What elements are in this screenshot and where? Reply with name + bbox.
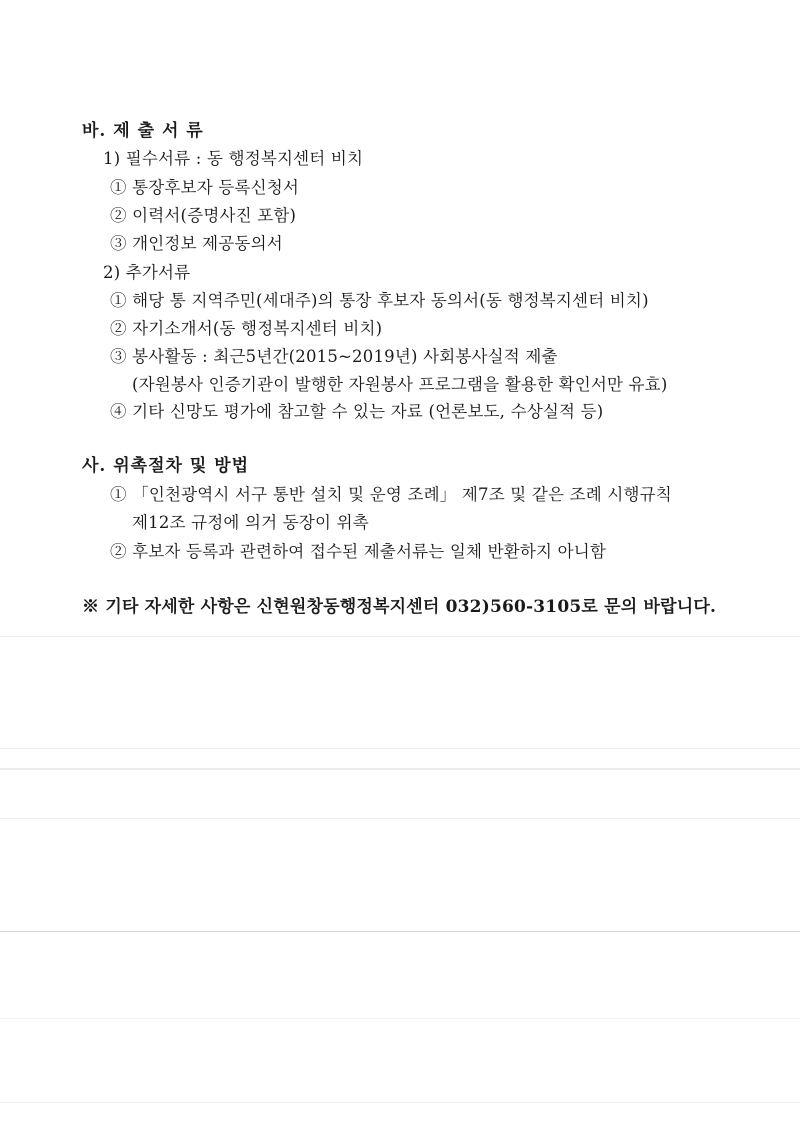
additional-doc-note: (자원봉사 인증기관이 발행한 자원봉사 프로그램을 활용한 확인서만 유효)	[132, 375, 668, 394]
additional-doc-item: ④ 기타 신망도 평가에 참고할 수 있는 자료 (언론보도, 수상실적 등)	[110, 402, 604, 421]
scan-artifact-line	[0, 818, 800, 819]
additional-doc-item: ③ 봉사활동 : 최근5년간(2015~2019년) 사회봉사실적 제출	[110, 347, 558, 366]
procedure-item: ② 후보자 등록과 관련하여 접수된 제출서류는 일체 반환하지 아니함	[110, 542, 607, 561]
section-sa-heading: 사. 위촉절차 및 방법	[82, 456, 250, 476]
procedure-item: ① 「인천광역시 서구 통반 설치 및 운영 조례」 제7조 및 같은 조례 시행규칙	[110, 485, 672, 504]
scan-artifact-line	[0, 748, 800, 749]
contact-notice: ※ 기타 자세한 사항은 신현원창동행정복지센터 032)560-3105로 문의 바랍니다.	[82, 597, 717, 617]
required-doc-item: ② 이력서(증명사진 포함)	[110, 206, 297, 225]
required-docs-title: 1) 필수서류 : 동 행정복지센터 비치	[103, 149, 364, 168]
additional-doc-item: ① 해당 통 지역주민(세대주)의 통장 후보자 동의서(동 행정복지센터 비치)	[110, 291, 649, 310]
scan-artifact-line	[0, 1018, 800, 1019]
scan-artifact-line	[0, 931, 800, 932]
required-doc-item: ① 통장후보자 등록신청서	[110, 178, 299, 197]
required-doc-item: ③ 개인정보 제공동의서	[110, 234, 283, 253]
scan-artifact-line	[0, 1102, 800, 1103]
additional-doc-item: ② 자기소개서(동 행정복지센터 비치)	[110, 319, 383, 338]
procedure-item-continuation: 제12조 규정에 의거 동장이 위촉	[132, 513, 369, 532]
additional-docs-title: 2) 추가서류	[103, 263, 191, 282]
section-ba-heading: 바. 제 출 서 류	[82, 121, 204, 141]
scan-artifact-line	[0, 636, 800, 637]
scan-artifact-line	[0, 768, 800, 770]
